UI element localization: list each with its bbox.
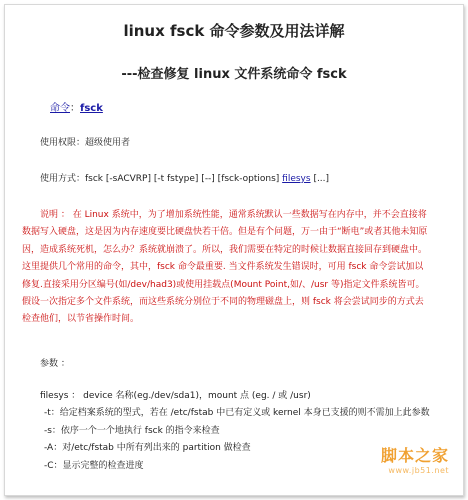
document-page	[4, 4, 464, 496]
param-item-filesys: filesys ： device 名称(eg./dev/sda1)，mount 点 (eg. / 或 /usr)	[40, 391, 311, 401]
usage-line	[40, 171, 329, 184]
params-heading: 参数 ：	[40, 359, 70, 369]
permission-text: 使用权限：超级使用者	[40, 138, 131, 148]
command-line	[50, 99, 103, 114]
watermark-url: www.jb51.net	[388, 466, 449, 475]
page-subtitle: ---检查修复 linux 文件系统命令 fsck	[121, 67, 347, 82]
usage-suffix: [...]	[310, 174, 330, 184]
usage-prefix: 使用方式：fsck [-sACVRP] [-t fstype] [--] [fsck-options]	[40, 174, 283, 184]
param-item-s: -s：依序一个一个地执行 fsck 的指令来检查	[44, 425, 220, 436]
watermark-logo-text: 脚本之家	[380, 446, 449, 465]
param-list	[40, 388, 435, 475]
param-item-C: -C：显示完整的检查进度	[44, 460, 144, 471]
command-separator: ：	[70, 103, 80, 114]
page-title: linux fsck 命令参数及用法详解	[123, 22, 345, 40]
site-watermark	[381, 443, 449, 475]
param-item-A: -A：对/etc/fstab 中所有列出来的 partition 做检查	[44, 443, 251, 454]
description-paragraph: 说明 ： 在 Linux 系统中，为了增加系统性能，通常系统默认一些数据写在内存中，并不会直接将数据写入硬盘，这是因为内存速度要比硬盘快若干倍。但是有个问题，万一由于“断电”或者其他未知原因，造成系统死机，怎么办？系统就崩溃了。所以，我们需要在特定的时候让数据直接回存到硬盘中。这里提供几个常用的命令，其中，fsck 命令最重要. 当文件系统发生错误时，可用 fsck 命令尝试加以修复.直接采用分区编号(如/dev/had3)或使用挂载点(Mount Point,如/、/usr 等)指定文件系统皆可。假设一次指定多个文件系统，而这些系统分别位于不同的物理磁盘上，则 fsck 将会尝试同步的方式去检查他们，以节省操作时间。	[22, 210, 428, 325]
param-item-t: -t：给定档案系统的型式，若在 /etc/fstab 中已有定义或 kernel 本身已支援的则不需加上此参数	[44, 408, 430, 419]
command-name-link[interactable]: fsck	[80, 103, 103, 114]
filesys-link[interactable]: filesys	[282, 174, 311, 184]
command-label-link[interactable]: 命令	[50, 103, 70, 114]
